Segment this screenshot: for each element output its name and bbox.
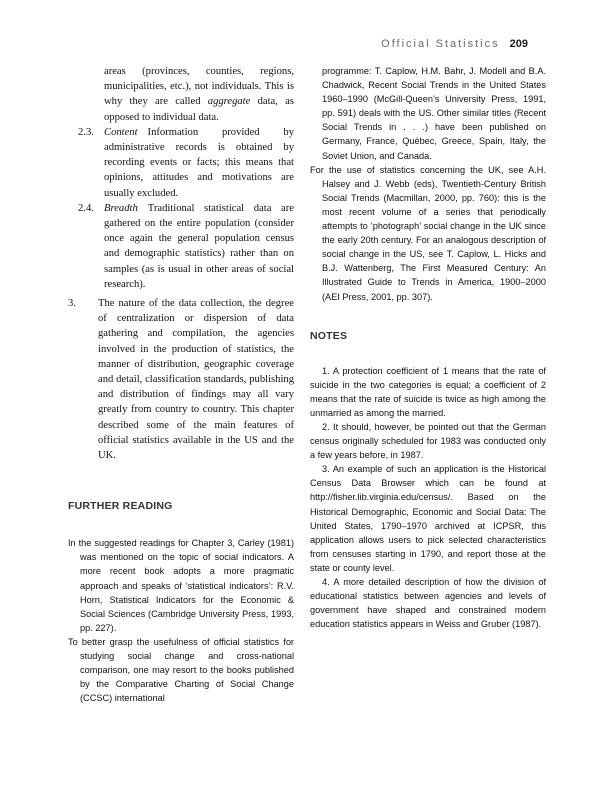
right-column bbox=[310, 64, 546, 631]
further-reading-para-3: For the use of statistics concerning the UK, see A.H. Halsey and J. Webb (eds), Twentieth-Century British Social Trends (Macmillan, 2000, pp. 760): this is the most recent volume of a series that periodically attempts to ‘photograph’ social change in the UK since the early 20th century. For an analogous description of social change in the US, see T. Caplow, L. Hicks and B.J. Wattenberg, The First Measured Century: An Illustrated Guide to Trends in America, 1900–2000 (AEI Press, 2001, pp. 307). bbox=[310, 164, 546, 302]
item-2-3-body bbox=[104, 125, 294, 201]
further-reading-para-2-cont: programme: T. Caplow, H.M. Bahr, J. Modell and B.A. Chadwick, Recent Social Trends in the United States 1960–1990 (McGill-Queen’s University Press, 1991, pp. 591) deals with the US. Other similar titles (Recent Social Trends in . . .) have been published on Germany, France, Québec, Greece, Spain, Italy, the Soviet Union, and Canada. bbox=[322, 66, 546, 161]
running-header-title: Official Statistics bbox=[381, 38, 500, 50]
notes-heading: NOTES bbox=[310, 329, 348, 342]
item-2-4-term: Breadth bbox=[104, 202, 138, 214]
item-3-number: 3. bbox=[68, 298, 76, 310]
running-header bbox=[381, 38, 528, 50]
continued-text bbox=[104, 64, 294, 125]
further-reading-para-1: In the suggested readings for Chapter 3, Carley (1981) was mentioned on the topic of social indicators. A more recent book adopts a more pragmatic approach and speaks of ‘statistical indicators’: R.V. Horn, Statistical Indicators for the Economic & Social Sciences (Cambridge University Press, 1993, pp. 227). bbox=[68, 538, 294, 633]
further-reading-heading: FURTHER READING bbox=[68, 500, 173, 513]
left-column bbox=[68, 64, 294, 705]
note-3: 3. An example of such an application is the Historical Census Data Browser which can be found at http://fisher.lib.virginia.edu/census/. Based on the Historical Demographic, Economic and Social Data: The United States, 1790–1970 archived at ICPSR, this application allows users to pick selected characteristics from censuses starting in 1790, and report those at the state or county level. bbox=[310, 464, 546, 573]
item-2-4-text: Traditional statistical data are gathered on the entire population (consider once again the general population census and demographic statistics) rather than on samples (as is usual in other areas of social research). bbox=[104, 202, 294, 290]
item-2-4-body bbox=[104, 201, 294, 292]
aggregate-term: aggregate bbox=[207, 96, 251, 108]
item-3 bbox=[68, 296, 294, 463]
notes-list bbox=[310, 364, 546, 632]
item-2-3 bbox=[78, 125, 294, 201]
item-2-4 bbox=[78, 201, 294, 292]
item-2-3-text: Information provided by administrative records is obtained by recording events or facts; this means that opinions, attitudes and motivations are usually excluded. bbox=[104, 126, 294, 199]
continued-text-tail: data, as opposed to individual data. bbox=[104, 96, 294, 123]
page-number: 209 bbox=[509, 38, 528, 50]
note-1: 1. A protection coefficient of 1 means that the rate of suicide in the two categories is equal; a coefficient of 2 means that the rate of suicide is twice as high among the unmarried as among the married. bbox=[310, 365, 546, 418]
continued-text-lines: areas (provinces, counties, regions, municipalities, etc.), not individuals. This is why they are called bbox=[104, 66, 294, 108]
note-4: 4. A more detailed description of how the division of educational statistics between agencies and levels of government have shaped and constrained modern education statistics appears in Weiss and Gruber (1987). bbox=[310, 577, 546, 630]
item-3-text: The nature of the data collection, the degree of centralization or dispersion of data gathering and compilation, the agencies involved in the production of statistics, the manner of distribution, geographic coverage and detail, classification standards, publishing and distribution of findings may all vary greatly from country to country. This chapter described some of the main features of official statistics available in the US and the UK. bbox=[98, 298, 294, 462]
item-2-3-term: Content bbox=[104, 126, 138, 138]
item-2-3-number: 2.3. bbox=[78, 126, 94, 138]
item-2-4-number: 2.4. bbox=[78, 202, 94, 214]
note-2: 2. It should, however, be pointed out that the German census originally scheduled for 1983 was conducted only a few years before, in 1987. bbox=[310, 421, 546, 461]
further-reading-para-2: To better grasp the usefulness of official statistics for studying social change and cross-national comparison, one may resort to the books published by the Comparative Charting of Social Change (CCSC) international bbox=[68, 636, 294, 704]
